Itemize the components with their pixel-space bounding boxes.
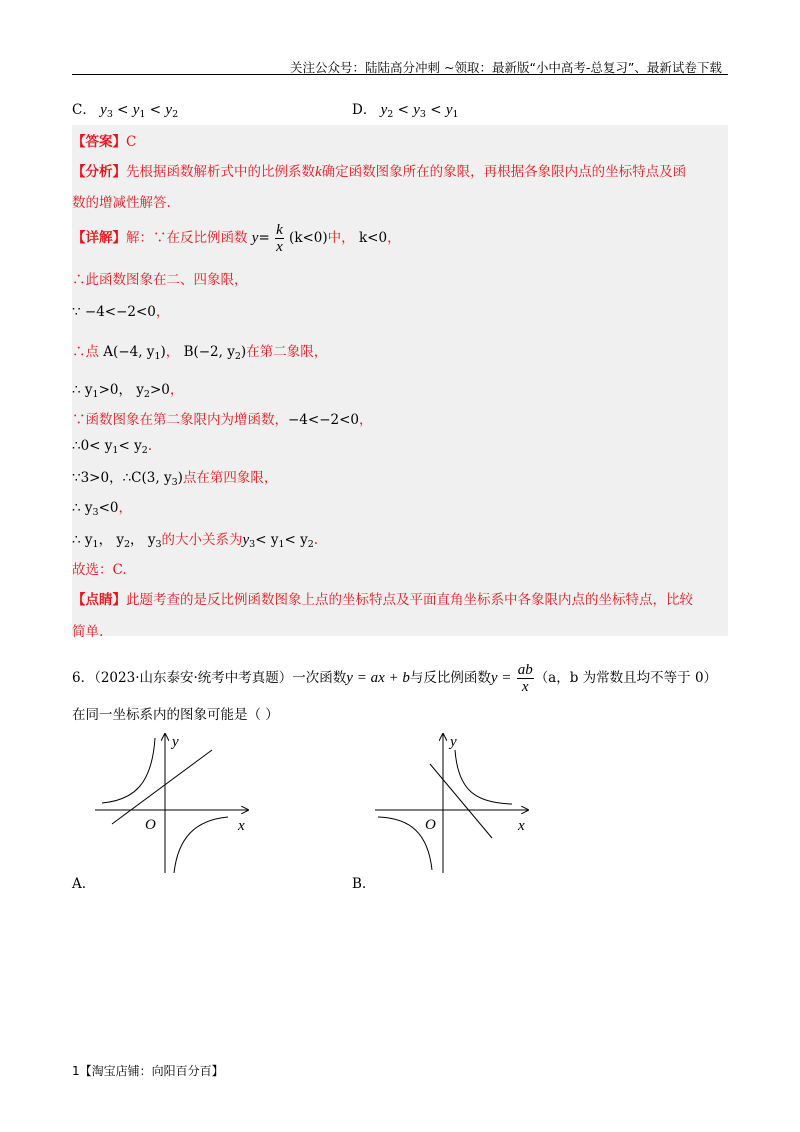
option-c-label: C． bbox=[72, 102, 96, 118]
answer-line: 【答案】C bbox=[72, 134, 137, 150]
detail-point-c: ∵3>0，∴C(3, $y_3$)点在第四象限， bbox=[72, 470, 278, 488]
graph-b-origin: O bbox=[425, 817, 436, 833]
detail-quadrant: ∴此函数图象在二、四象限， bbox=[72, 272, 248, 288]
analysis-line-2: 数的增减性解答. bbox=[72, 195, 171, 211]
question-6-line-2: 在同一坐标系内的图象可能是（ ） bbox=[72, 707, 279, 723]
detail-relation: ∴ $y_1$， $y_2$， $y_3$的大小关系为$y_3< y_1< y_2$. bbox=[72, 532, 319, 550]
tip-line-2: 简单. bbox=[72, 624, 104, 640]
option-c: C． $y_3 < y_1 < y_2$ bbox=[72, 102, 179, 120]
graph-b-label: B. bbox=[352, 876, 367, 892]
analysis-line-1: 【分析】先根据函数解析式中的比例系数k确定函数图象所在的象限，再根据各象限内点的坐标特点及函 bbox=[72, 164, 687, 180]
graph-a-line bbox=[112, 750, 212, 824]
graph-a-label: A. bbox=[72, 876, 87, 892]
detail-order: ∴0< $y_1< y_2$. bbox=[72, 438, 153, 456]
graph-a-hyperbola-branch-4 bbox=[174, 817, 228, 873]
detail-points: ∴点 A(−4, $y_1$)， B(−2, $y_2$)在第二象限， bbox=[72, 344, 328, 362]
graph-b-hyperbola-branch-1 bbox=[455, 750, 512, 804]
graph-b-hyperbola-branch-3 bbox=[378, 817, 432, 870]
page-header: 关注公众号：陆陆高分冲刺 ~领取：最新版“小中高考-总复习”、最新试卷下载 bbox=[290, 60, 722, 75]
graph-b bbox=[370, 728, 540, 878]
graph-a-x-label: x bbox=[238, 818, 245, 834]
graph-a-hyperbola-branch-2 bbox=[102, 738, 155, 803]
fraction-ab-over-x: $\frac{ab}{x}$ bbox=[517, 662, 533, 695]
graph-b-y-label: y bbox=[450, 734, 457, 750]
tip-line-1: 【点睛】此题考查的是反比例函数图象上点的坐标特点及平面直角坐标系中各象限内点的坐标特点，比较 bbox=[72, 592, 693, 608]
detail-positive: ∴ $y_1>0$， $y_2>0$， bbox=[72, 382, 184, 400]
graph-a bbox=[90, 728, 260, 878]
option-d: D． $y_2 < y_3 < y_1$ bbox=[352, 102, 459, 120]
choose-line: 故选：C. bbox=[72, 562, 127, 578]
header-divider bbox=[72, 74, 728, 75]
detail-increasing: ∵函数图象在第二象限内为增函数，−4<−2<0， bbox=[72, 412, 373, 428]
graph-a-origin: O bbox=[145, 817, 156, 833]
page-footer: 1【淘宝店铺：向阳百分百】 bbox=[72, 1064, 224, 1078]
option-d-label: D． bbox=[352, 102, 377, 118]
detail-negative: ∴ $y_3<0$， bbox=[72, 500, 132, 518]
graph-b-x-label: x bbox=[518, 818, 525, 834]
detail-line: 【详解】解：∵在反比例函数 y= $\frac{k}{x}$ (k<0)中， k<0， bbox=[72, 222, 401, 255]
graph-a-y-label: y bbox=[172, 734, 179, 750]
graph-b-line bbox=[430, 764, 492, 838]
question-6-line-1: 6．（2023·山东泰安·统考中考真题）一次函数y = ax + b与反比例函数y = $\frac{ab}{x}$ （a，b 为常数且均不等于 0） bbox=[72, 662, 718, 695]
detail-ineq1: ∵ −4<−2<0， bbox=[72, 304, 170, 320]
fraction-k-over-x: $\frac{k}{x}$ bbox=[276, 222, 283, 255]
